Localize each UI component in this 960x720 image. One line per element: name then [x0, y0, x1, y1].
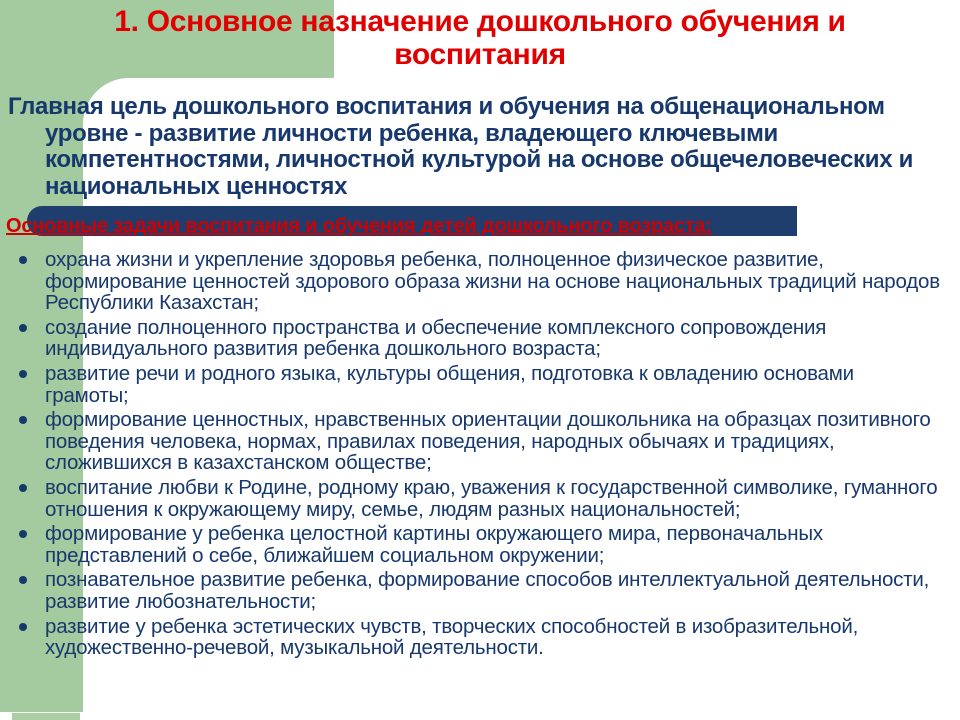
slide-title-line-2: воспитания — [394, 38, 566, 71]
bullet-text: развитие речи и родного языка, культуры общения, подготовка к овладению основами грамоты; — [45, 361, 854, 407]
list-item — [0, 363, 940, 406]
bullet-text: познавательное развитие ребенка, формирование способов интеллектуальной деятельности, развитие любознательности; — [45, 568, 930, 613]
bullet-text: создание полноценного пространства и обеспечение комплексного сопровождения индивидуального развития ребенка дошкольного возраста; — [45, 315, 827, 361]
bullet-list — [0, 249, 940, 662]
bullet-text: охрана жизни и укрепление здоровья ребенка, полноценное физическое развитие, формирование ценностей здорового образа жизни на основе национальных традиций народов Республики Казахстан; — [45, 248, 940, 315]
bullet-icon — [19, 576, 27, 584]
bullet-icon — [19, 530, 27, 538]
bullet-text: воспитание любви к Родине, родному краю, уважения к государственной символике, гуманного отношения к окружающему миру, семье, людям разных национальностей; — [45, 475, 938, 521]
list-item — [0, 317, 940, 360]
bullet-icon — [19, 256, 27, 264]
bullet-icon — [19, 484, 27, 492]
list-item — [0, 477, 940, 520]
bullet-icon — [19, 324, 27, 332]
left-column-shadow — [12, 713, 80, 720]
bullet-icon — [19, 370, 27, 378]
list-item — [0, 409, 940, 474]
slide-title — [30, 5, 930, 71]
bullet-icon — [19, 623, 27, 631]
list-item — [0, 616, 940, 659]
bullet-text: развитие у ребенка эстетических чувств, творческих способностей в изобразительной, художественно-речевой, музыкальной деятельности. — [45, 614, 859, 660]
section-caption: Основные задачи воспитания и обучения детей дошкольного возраста: — [6, 215, 712, 237]
bullet-text: формирование у ребенка целостной картины окружающего мира, первоначальных представлений о себе, ближайшем социальном окружении; — [45, 522, 823, 567]
bullet-text: формирование ценностных, нравственных ориентации дошкольника на образцах позитивного поведения человека, нормах, правилах поведения, народных обычаях и традициях, сложившихся в казахстанском обществе; — [45, 408, 931, 475]
list-item — [0, 523, 940, 566]
lead-paragraph: Главная цель дошкольного воспитания и обучения на общенациональном уровне - развитие личности ребенка, владеющего ключевыми компетентностями, личностной культурой на основе общечеловеческих и национальных ценностях — [8, 93, 914, 200]
list-item — [0, 249, 940, 314]
list-item — [0, 569, 940, 612]
bullet-icon — [19, 416, 27, 424]
slide-title-line-1: 1. Основное назначение дошкольного обучения и — [114, 5, 846, 38]
